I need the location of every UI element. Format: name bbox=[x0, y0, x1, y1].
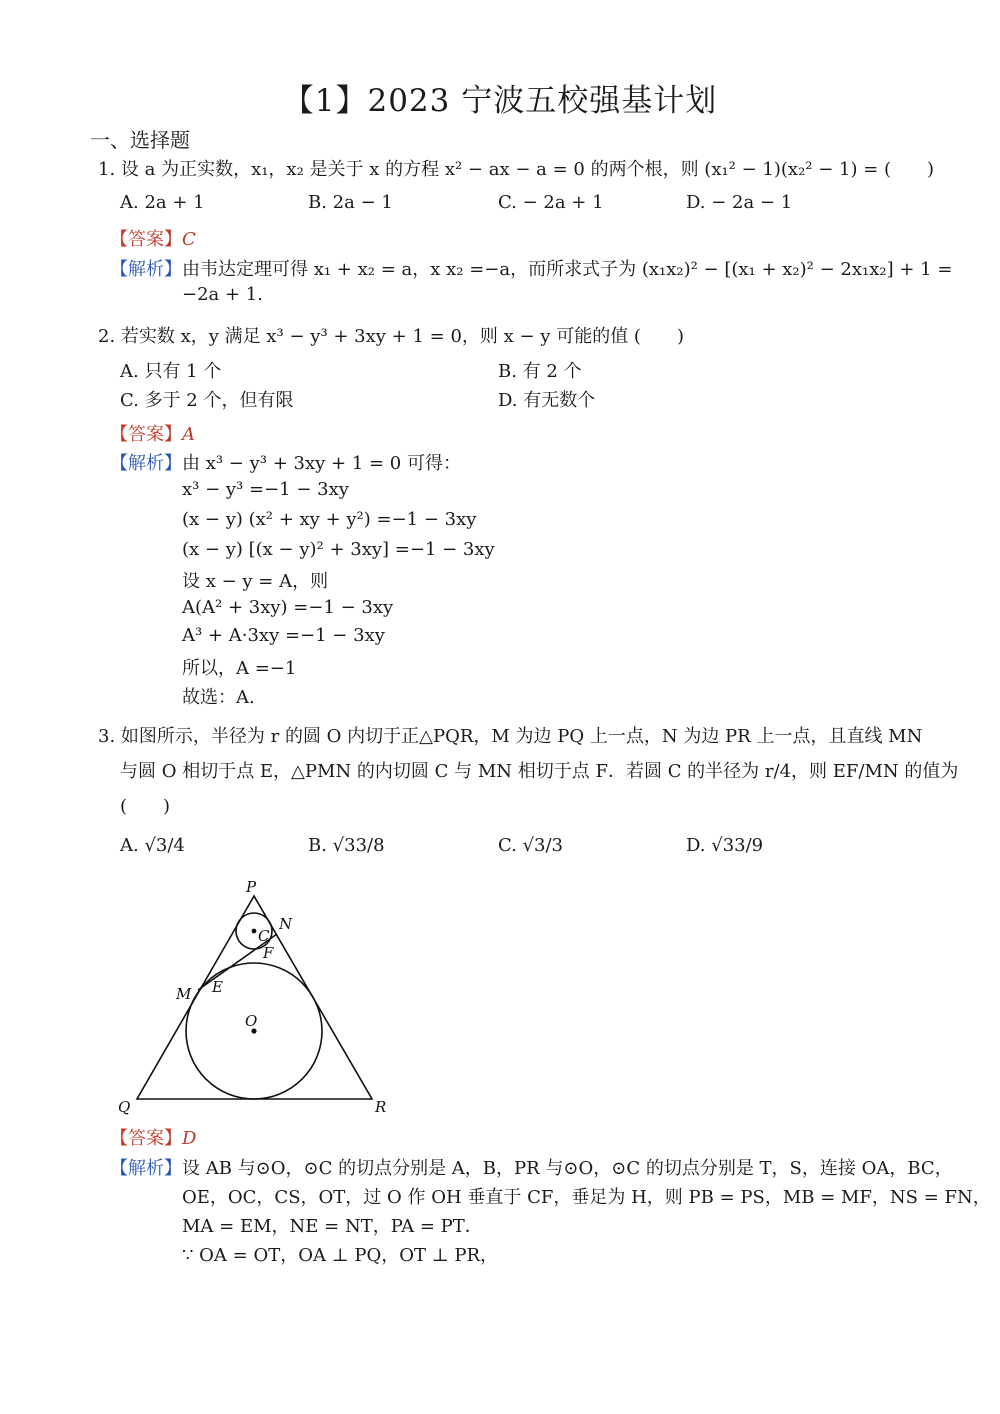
q3-analysis-line-2: OE，OC，CS，OT，过 O 作 OH 垂直于 CF，垂足为 H，则 PB = PS，MB = MF，NS = FN， bbox=[182, 1187, 991, 1208]
page-title: 【1】2023 宁波五校强基计划 bbox=[282, 83, 718, 119]
q3-option-a: A. √3/4 bbox=[120, 835, 185, 856]
q1-analysis-line-1 bbox=[110, 255, 952, 281]
q1-option-b: B. 2a − 1 bbox=[308, 192, 393, 213]
q1-analysis-line-2: −2a + 1. bbox=[182, 284, 263, 305]
q1-answer bbox=[110, 225, 196, 251]
label-q: Q bbox=[118, 1098, 131, 1116]
triangle-pqr bbox=[137, 896, 372, 1099]
q3-stem-line-2: 与圆 O 相切于点 E，△PMN 的内切圆 C 与 MN 相切于点 F．若圆 C 的半径为 r/4，则 EF/MN 的值为 bbox=[120, 761, 959, 782]
q2-option-b: B. 有 2 个 bbox=[498, 361, 582, 382]
q2-option-a: A. 只有 1 个 bbox=[120, 361, 222, 382]
q2-analysis-line-2: x³ − y³ =−1 − 3xy bbox=[182, 479, 349, 500]
label-n: N bbox=[279, 915, 293, 933]
q2-analysis-line-1 bbox=[110, 449, 461, 475]
q3-analysis-text-1: 设 AB 与⊙O，⊙C 的切点分别是 A，B，PR 与⊙O，⊙C 的切点分别是 T，S，连接 OA，BC， bbox=[182, 1158, 953, 1179]
q1-stem: 1. 设 a 为正实数，x₁，x₂ 是关于 x 的方程 x² − ax − a = 0 的两个根，则 (x₁² − 1)(x₂² − 1) = ( ) bbox=[98, 159, 935, 180]
center-c-dot bbox=[252, 929, 257, 934]
q2-analysis-line-7: A³ + A·3xy =−1 − 3xy bbox=[182, 625, 385, 646]
q3-option-d: D. √33/9 bbox=[686, 835, 764, 856]
label-f: F bbox=[263, 944, 274, 962]
q3-answer-value: D bbox=[182, 1128, 197, 1149]
label-p: P bbox=[246, 878, 257, 896]
q2-option-c: C. 多于 2 个，但有限 bbox=[120, 390, 294, 411]
q1-option-c: C. − 2a + 1 bbox=[498, 192, 604, 213]
q2-analysis-line-4: (x − y) [(x − y)² + 3xy] =−1 − 3xy bbox=[182, 539, 495, 560]
q2-answer-tag: 【答案】 bbox=[110, 424, 182, 445]
label-c: C bbox=[258, 927, 270, 945]
q3-analysis-tag: 【解析】 bbox=[110, 1158, 182, 1179]
q2-analysis-line-5: 设 x − y = A，则 bbox=[182, 571, 329, 592]
q2-analysis-text-1: 由 x³ − y³ + 3xy + 1 = 0 可得： bbox=[182, 453, 461, 474]
q3-analysis-line-3: MA = EM，NE = NT，PA = PT． bbox=[182, 1216, 483, 1237]
q1-option-a: A. 2a + 1 bbox=[120, 192, 205, 213]
q2-analysis-line-8: 所以，A =−1 bbox=[182, 658, 297, 679]
q1-analysis-tag: 【解析】 bbox=[110, 259, 182, 280]
q1-answer-value: C bbox=[182, 229, 196, 250]
q3-answer bbox=[110, 1124, 196, 1150]
q2-answer-value: A bbox=[182, 424, 195, 445]
q3-stem-line-3: ( ) bbox=[120, 796, 171, 817]
q3-geometry-figure bbox=[105, 872, 405, 1117]
q3-option-b: B. √33/8 bbox=[308, 835, 385, 856]
q3-answer-tag: 【答案】 bbox=[110, 1128, 182, 1149]
section-heading: 一、选择题 bbox=[90, 128, 190, 152]
q3-option-c: C. √3/3 bbox=[498, 835, 564, 856]
q1-option-d: D. − 2a − 1 bbox=[686, 192, 793, 213]
q2-stem: 2. 若实数 x，y 满足 x³ − y³ + 3xy + 1 = 0，则 x − y 可能的值 ( ) bbox=[98, 326, 684, 347]
q2-analysis-line-9: 故选：A. bbox=[182, 687, 255, 708]
q3-stem-line-1: 3. 如图所示，半径为 r 的圆 O 内切于正△PQR，M 为边 PQ 上一点，N 为边 PR 上一点，且直线 MN bbox=[98, 726, 923, 747]
q2-analysis-tag: 【解析】 bbox=[110, 453, 182, 474]
label-r: R bbox=[375, 1098, 387, 1116]
q2-analysis-line-6: A(A² + 3xy) =−1 − 3xy bbox=[182, 597, 394, 618]
label-e: E bbox=[212, 978, 223, 996]
q2-answer bbox=[110, 420, 195, 446]
q1-analysis-text-1: 由韦达定理可得 x₁ + x₂ = a，x x₂ =−a，而所求式子为 (x₁x₂)² − [(x₁ + x₂)² − 2x₁x₂] + 1 = bbox=[182, 259, 953, 280]
q3-analysis-line-4: ∵ OA = OT，OA ⊥ PQ，OT ⊥ PR， bbox=[182, 1245, 499, 1266]
q1-answer-tag: 【答案】 bbox=[110, 229, 182, 250]
q2-analysis-line-3: (x − y) (x² + xy + y²) =−1 − 3xy bbox=[182, 509, 477, 530]
label-m: M bbox=[176, 985, 192, 1003]
q2-option-d: D. 有无数个 bbox=[498, 390, 596, 411]
label-o: O bbox=[245, 1012, 258, 1030]
q3-analysis-line-1 bbox=[110, 1154, 953, 1180]
